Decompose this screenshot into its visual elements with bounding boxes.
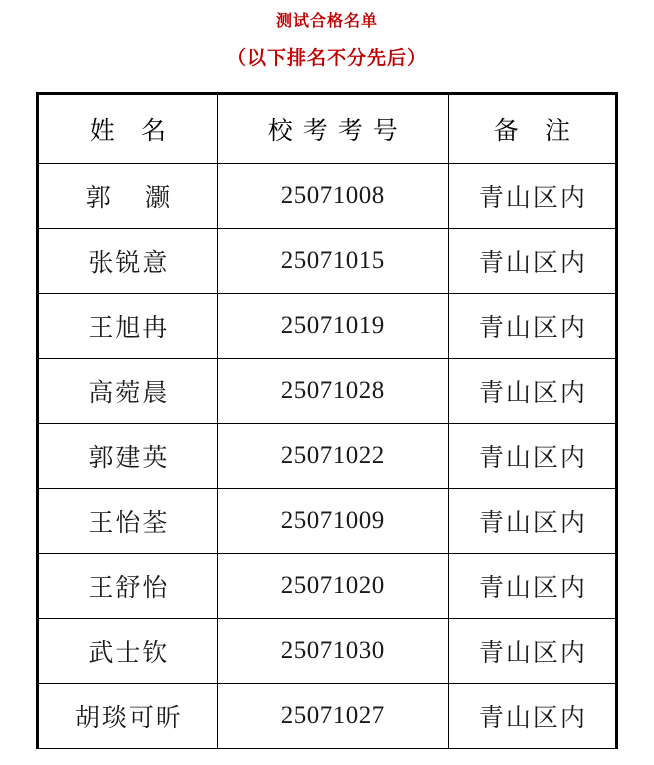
- cell-name: [39, 424, 218, 489]
- column-header-name-label: 姓 名: [89, 118, 177, 145]
- column-header-number-label: 校考考号: [267, 118, 408, 145]
- cell-number: [217, 164, 448, 229]
- note-text: 青山区内: [478, 250, 587, 277]
- cell-name: [39, 359, 218, 424]
- name-text: 王怡荃: [88, 510, 170, 537]
- cell-name: [39, 619, 218, 684]
- cell-note: [448, 619, 615, 684]
- table-header-row: [39, 95, 616, 164]
- name-text: 王舒怡: [88, 575, 170, 602]
- name-text: 高菀晨: [88, 380, 170, 407]
- number-text: 25071019: [280, 312, 385, 339]
- cell-name: [39, 554, 218, 619]
- note-text: 青山区内: [478, 575, 587, 602]
- results-table-body: [39, 95, 616, 749]
- cell-number: [217, 424, 448, 489]
- table-row: [39, 684, 616, 749]
- cell-name: [39, 164, 218, 229]
- name-text: 张锐意: [88, 250, 170, 277]
- note-text: 青山区内: [478, 445, 587, 472]
- cell-note: [448, 424, 615, 489]
- cell-number: [217, 229, 448, 294]
- page-title: 测试合格名单: [275, 13, 378, 30]
- cell-note: [448, 229, 615, 294]
- note-text: 青山区内: [478, 185, 587, 212]
- page-subtitle: （以下排名不分先后）: [226, 48, 427, 69]
- cell-note: [448, 489, 615, 554]
- cell-note: [448, 164, 615, 229]
- column-header-name: [39, 95, 218, 164]
- cell-note: [448, 554, 615, 619]
- note-text: 青山区内: [478, 380, 587, 407]
- name-text: 郭建英: [88, 445, 170, 472]
- table-row: [39, 554, 616, 619]
- cell-number: [217, 294, 448, 359]
- note-text: 青山区内: [478, 705, 587, 732]
- number-text: 25071027: [280, 702, 385, 729]
- number-text: 25071009: [280, 507, 385, 534]
- cell-number: [217, 684, 448, 749]
- note-text: 青山区内: [478, 315, 587, 342]
- cell-number: [217, 359, 448, 424]
- number-text: 25071008: [280, 182, 385, 209]
- cell-name: [39, 229, 218, 294]
- name-text: 胡琰可昕: [74, 705, 183, 732]
- number-text: 25071028: [280, 377, 385, 404]
- column-header-note-label: 备 注: [493, 118, 580, 145]
- number-text: 25071020: [280, 572, 385, 599]
- cell-note: [448, 684, 615, 749]
- cell-name: [39, 294, 218, 359]
- cell-number: [217, 489, 448, 554]
- name-text: 武士钦: [88, 640, 170, 667]
- table-row: [39, 229, 616, 294]
- table-row: [39, 619, 616, 684]
- cell-number: [217, 554, 448, 619]
- number-text: 25071015: [280, 247, 385, 274]
- note-text: 青山区内: [478, 640, 587, 667]
- title-block: [0, 0, 654, 74]
- table-row: [39, 294, 616, 359]
- name-text: 郭 灏: [85, 185, 185, 212]
- name-text: 王旭冉: [88, 315, 170, 342]
- column-header-note: [448, 95, 615, 164]
- table-row: [39, 359, 616, 424]
- table-row: [39, 424, 616, 489]
- cell-note: [448, 359, 615, 424]
- table-row: [39, 489, 616, 554]
- number-text: 25071022: [280, 442, 385, 469]
- cell-name: [39, 489, 218, 554]
- number-text: 25071030: [280, 637, 385, 664]
- results-table: [38, 94, 616, 749]
- note-text: 青山区内: [478, 510, 587, 537]
- cell-note: [448, 294, 615, 359]
- table-row: [39, 164, 616, 229]
- cell-name: [39, 684, 218, 749]
- column-header-number: [217, 95, 448, 164]
- cell-number: [217, 619, 448, 684]
- results-table-wrapper: [36, 92, 618, 749]
